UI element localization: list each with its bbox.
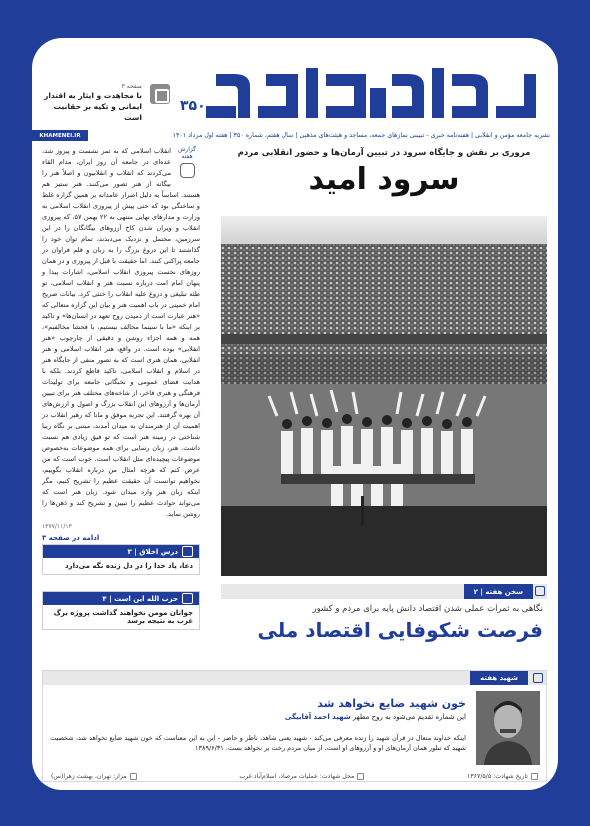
ethics-lesson-box[interactable] — [42, 544, 200, 575]
tulip-icon — [533, 673, 543, 683]
masthead-logo — [206, 66, 536, 126]
issue-number: ۳۵۰ — [180, 98, 206, 114]
hezbollah-header — [43, 592, 199, 605]
martyr-quote-text: اینکه خداوند متعال در قرآن شهید را زنده معرفی می‌کند - شهید یعنی شاهد، ناظر و حاضر - این به این معناست که خون شهید ضایع نخواهد شد، شخصیت شهید که تبلور همان آرمان‌های او و آرزوهای او است، از میان مردم رخت بر نخواهد بست. — [50, 734, 466, 752]
martyr-portrait — [476, 691, 540, 765]
location-icon — [357, 773, 364, 780]
martyr-name: شهید احمد آقابیگی — [284, 713, 351, 721]
word-of-week-kicker: نگاهی به ثمرات عملی شدن اقتصاد دانش پایه برای مردم و کشور — [312, 604, 543, 614]
martyr-label: شهید هفته — [470, 671, 528, 685]
martyr-portrait-art — [476, 691, 540, 765]
martyr-of-week — [42, 670, 547, 782]
martyr-subtitle-prefix: این شماره تقدیم می‌شود به روح مطهر — [350, 713, 466, 721]
qr-code-icon — [150, 84, 170, 104]
martyr-date: تاریخ شهادت: ۱۳۶۷/۵/۵ — [467, 772, 528, 780]
ethics-lesson-title: دعا، یاد خدا را در دل زنده نگه می‌دارد — [64, 562, 193, 570]
continue-link[interactable]: ادامه در صفحه ۳ — [42, 534, 100, 542]
report-text: انقلاب اسلامی که به ثمر نشست و پیروز شد، عده‌ای در جامعه آن روز ایران، مدام القاء می‌کردند که انقلاب و انقلابیون و اصلاً هنر را بیگانه از هنر تصور می‌کنند. هنر ستیز هم هستند. اساساً به دلیل اصرار عامدانه بر همین گزاره غلط و ساختگی بود که حتی پیش از پیروزی انقلاب اسلامی به وزارت و مدارهای نهایی منتهی به ۲۲ بهمن ۵۷، که پیروزی انقلاب و ویران شدن کاخ آرزوهای بیگانگان را در این سرزمین، محتمل و نزدیک می‌دیدند، تمام توان خود را گذاشتند تا این دروغ بزرگ را به زبان و قلم فراوان در جامعه پراکنی کنند. اما حقیقت با قبل از پیروزی و در همان روزهای نخست پیروزی انقلاب اسلامی، اشارات پیدا و پنهان امام امت درباره نسبت هنر و انقلاب اسلامی، تو طئه تبلیغی و دروغ علیه انقلاب را خنثی کرد. بیانات صریح امام خمینی در باب اهمیت هنر و بیان این گزاره متعالی که «هنر عبارت است از دمیدن روح تعهد در انسان‌ها» و تاکید بر اینکه «ما با سینما مخالف نیستیم، با فحشا مخالفیم»، همه و همه اجزاء روشن و دقیقی از چارچوب «هنر انقلابی» بوده است. در واقع، هنر انقلاب اسلامی و هنر انقلابی، همان هنری است که به تصور منفی از جایگاه هنر در اسلام و انقلاب اسلامی، تاکید قاطع کردند. بلکه با هدایت فضای عمومی و نخبگانی جامعه برای تولیدات فرهنگی و هنری فاخر، از شاخه‌های مختلف هنر برای تبیین آرمان‌ها و آرزوهای این انقلاب بزرگ و اصول و ارزش‌های آن بهره گرفتند. این تجربه موفق و مانا که رهبر انقلاب در اهمیت آن از هنرمندان به میدان آمدند، مبتنی بر نگاه زیبا شناختی در زمینه هنر است که تو فیق زیادی هم نسبت داشت. هنر، زبان رسایی برای همه موضوعات به‌خصوص موضوعات پیچیده‌ای مثل انقلاب است. خوب است که من عرض کنم که هرچه امثال من درباره انقلاب بگوییم، نخواهیم توانست آن حقیقت عظیم را تشریح کنیم، مگر اینکه زبان هنر وارد میدان شود. زبان هنر است که می‌تواند حوادث عظیم را تبیین و تشریح کند و ذهن‌ها را روشن نماید. — [41, 147, 200, 518]
word-of-week-bar — [221, 584, 547, 599]
issue-info-strip — [32, 130, 558, 141]
book-icon — [182, 546, 193, 557]
quote-icon — [535, 586, 545, 596]
choir-photo-art — [221, 216, 547, 576]
hezbollah-box[interactable] — [42, 591, 200, 630]
calendar-icon — [531, 773, 538, 780]
martyr-footer — [43, 769, 546, 783]
masthead — [32, 38, 558, 138]
martyr-place-item — [239, 773, 364, 780]
martyr-header — [43, 671, 546, 685]
flag-icon — [182, 593, 193, 604]
report-label-block — [174, 146, 200, 184]
report-label: گزارش هفته — [177, 146, 197, 160]
newspaper-page — [32, 38, 558, 790]
teaser-page-label: صفحه ۳ — [121, 83, 142, 90]
martyr-quote — [50, 733, 466, 753]
martyr-burial: مزار: تهران، بهشت زهرا(س) — [51, 772, 127, 780]
martyr-quote-date: ۱۳۸۹/۶/۳۱ — [194, 744, 224, 752]
martyr-burial-item — [51, 773, 137, 780]
hezbollah-title: جوانان مومن نخواهند گذاشت پروژه برگ غرب به نتیجه برسد — [53, 609, 193, 625]
issue-info-text: نشریه جامعه مؤمن و انقلابی | هفته‌نامه خبری - تبیینی نمازهای جمعه، مساجد و هیئت‌های مذهبی | سال هفتم، شماره ۳۵۰ | هفته اول مرداد ۱۴۰۱ — [172, 132, 550, 139]
grave-icon — [130, 773, 137, 780]
website-badge[interactable]: KHAMENEI.IR — [32, 130, 88, 141]
feature-headline: سرود امید — [308, 162, 460, 197]
word-of-week-label: سخن هفته | ۲ — [464, 584, 533, 599]
report-date: ۱۳۷۷/۱۱/۱۳ — [42, 523, 72, 530]
ethics-lesson-header — [43, 545, 199, 558]
word-of-week-headline[interactable]: فرصت شکوفایی اقتصاد ملی — [257, 618, 543, 642]
teaser-title: با مجاهدت و ایثار به اقتدار ایمانی و تکیه بر حقانیت است — [44, 91, 142, 122]
cover-teaser[interactable] — [42, 83, 142, 123]
document-icon — [180, 163, 195, 178]
martyr-title: خون شهید ضایع نخواهد شد — [317, 697, 466, 710]
ethics-lesson-label: درس اخلاق | ۳ — [127, 547, 178, 556]
martyr-date-item — [467, 773, 538, 780]
choir-photo — [221, 216, 547, 576]
feature-kicker: مروری بر نقش و جایگاه سرود در تبیین آرمان‌ها و حضور انقلابی مردم — [237, 148, 531, 158]
martyr-subtitle — [50, 713, 466, 721]
report-body — [42, 146, 200, 544]
martyr-place: محل شهادت: عملیات مرصاد، اسلام‌آباد غرب — [239, 772, 355, 780]
hezbollah-label: حزب الله این است | ۴ — [102, 594, 178, 603]
